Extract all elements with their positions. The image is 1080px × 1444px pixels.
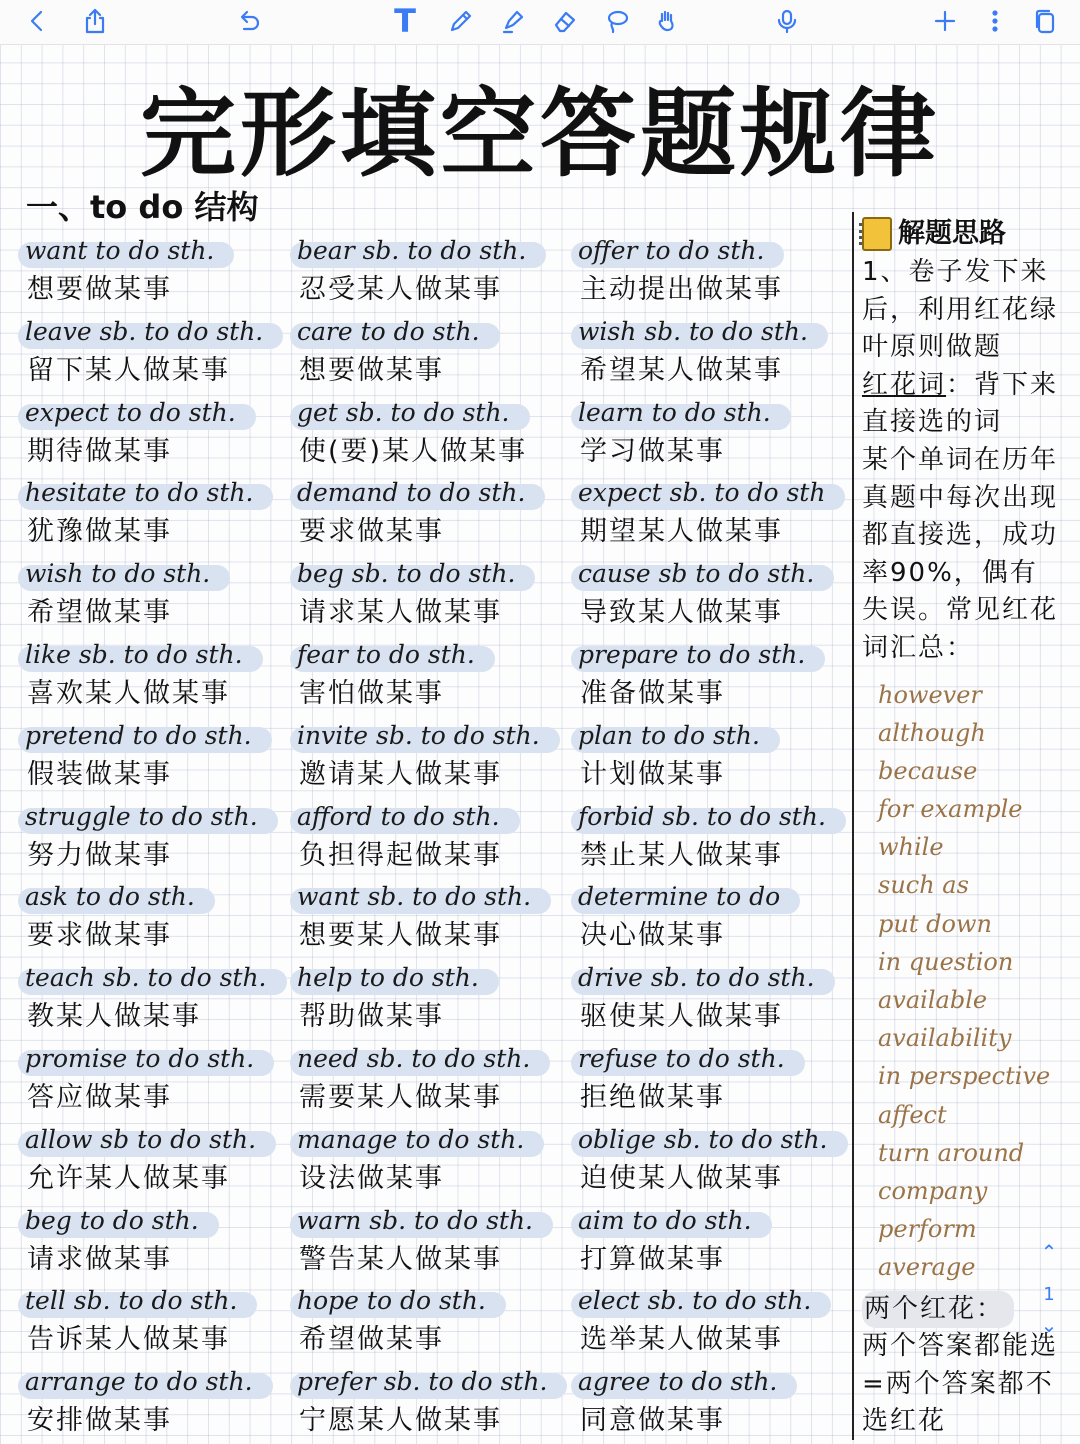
phrase-entry	[575, 394, 850, 472]
sidebar-line: 词汇总：	[862, 632, 975, 663]
phrase-entry	[294, 717, 569, 795]
phrase-english: determine to do	[575, 878, 786, 916]
vocab-item: because	[878, 756, 978, 785]
phrase-english: prefer sb. to do sth.	[294, 1363, 553, 1401]
vocab-item: affect	[878, 1100, 947, 1129]
phrase-chinese: 计划做某事	[580, 758, 725, 790]
phrase-english: allow sb to do sth.	[22, 1121, 262, 1159]
phrase-chinese: 想要做某事	[299, 354, 444, 386]
phrase-english: tell sb. to do sth.	[22, 1282, 243, 1320]
phrase-entry	[294, 1040, 569, 1118]
phrase-entry	[22, 717, 297, 795]
phrase-chinese: 希望做某事	[299, 1324, 444, 1356]
phrase-chinese: 导致某人做某事	[580, 597, 783, 629]
pages-icon[interactable]	[1028, 4, 1062, 38]
phrase-chinese: 警告某人做某事	[299, 1243, 502, 1275]
phrase-english: wish sb. to do sth.	[575, 313, 814, 351]
sidebar-explanation	[862, 404, 1074, 667]
sidebar-term-line	[862, 367, 1074, 405]
phrase-entry	[22, 232, 297, 310]
phrase-chinese: 宁愿某人做某事	[299, 1405, 502, 1437]
sidebar-footer-line: =两个答案都不	[862, 1368, 1054, 1399]
phrase-english: warn sb. to do sth.	[294, 1202, 539, 1240]
phrase-row	[22, 959, 852, 1040]
vocab-item: perform	[878, 1215, 977, 1244]
phrase-entry	[294, 798, 569, 876]
phrase-chinese: 驱使某人做某事	[580, 1001, 783, 1033]
phrase-english: care to do sth.	[294, 313, 486, 351]
phrase-chinese: 要求做某事	[299, 516, 444, 548]
phrase-english: struggle to do sth.	[22, 798, 264, 836]
phrase-chinese: 留下某人做某事	[27, 354, 230, 386]
phrase-entry	[294, 878, 569, 956]
phrase-entry	[22, 1363, 297, 1441]
phrase-english: teach sb. to do sth.	[22, 959, 273, 997]
phrase-english: want sb. to do sth.	[294, 878, 537, 916]
phrase-chinese: 需要某人做某事	[299, 1081, 502, 1113]
phrase-english: arrange to do sth.	[22, 1363, 259, 1401]
hand-icon[interactable]	[650, 4, 684, 38]
phrase-english: beg to do sth.	[22, 1202, 205, 1240]
phrase-chinese: 努力做某事	[27, 839, 172, 871]
page-scroll-control[interactable]	[1036, 1240, 1062, 1337]
lasso-icon[interactable]	[600, 4, 634, 38]
phrase-english: fear to do sth.	[294, 636, 481, 674]
sidebar-line: 直接选的词	[862, 407, 1003, 438]
phrase-english: ask to do sth.	[22, 878, 201, 916]
phrase-row	[22, 1282, 852, 1363]
phrase-chinese: 主动提出做某事	[580, 274, 783, 305]
phrase-english: forbid sb. to do sth.	[575, 798, 832, 836]
phrase-chinese: 想要做某事	[27, 274, 172, 305]
vocab-list	[862, 676, 1074, 1287]
phrase-entry	[575, 1282, 850, 1360]
phrase-english: expect to do sth.	[22, 394, 242, 432]
phrase-entry	[575, 232, 850, 310]
phrase-entry	[22, 474, 297, 552]
phrase-chinese: 教某人做某事	[27, 1001, 201, 1033]
vocab-item: although	[878, 718, 986, 747]
vocab-item: average	[878, 1253, 976, 1282]
phrase-english: demand to do sth.	[294, 474, 531, 512]
vocab-item: put down	[878, 909, 992, 938]
phrase-english: cause sb to do sth.	[575, 555, 820, 593]
phrase-english: refuse to do sth.	[575, 1040, 791, 1078]
phrase-english: hope to do sth.	[294, 1282, 492, 1320]
phrase-row	[22, 1121, 852, 1202]
phrase-chinese: 假装做某事	[27, 758, 172, 790]
phrase-row	[22, 555, 852, 636]
phrase-chinese: 使(要)某人做某事	[299, 435, 528, 467]
sidebar-term: 红花词	[862, 369, 947, 400]
phrase-english: get sb. to do sth.	[294, 394, 516, 432]
phrase-english: learn to do sth.	[575, 394, 777, 432]
phrase-english: aim to do sth.	[575, 1202, 758, 1240]
phrase-english: manage to do sth.	[294, 1121, 530, 1159]
phrase-chinese: 要求做某事	[27, 920, 172, 952]
phrase-entry	[294, 313, 569, 391]
phrase-chinese: 安排做某事	[27, 1405, 172, 1437]
phrase-english: help to do sth.	[294, 959, 485, 997]
phrase-row	[22, 878, 852, 959]
phrase-chinese: 学习做某事	[580, 435, 725, 467]
vocab-item: such as	[878, 871, 969, 900]
section-heading: 一、to do 结构	[26, 188, 259, 226]
highlighter-icon[interactable]	[496, 4, 530, 38]
phrase-entry	[22, 1040, 297, 1118]
undo-icon[interactable]	[232, 4, 266, 38]
phrase-chinese: 想要某人做某事	[299, 920, 502, 952]
phrase-entry	[294, 474, 569, 552]
toolbar	[0, 0, 1080, 45]
phrase-english: beg sb. to do sth.	[294, 555, 521, 593]
phrase-entry	[22, 878, 297, 956]
phrase-entry	[575, 717, 850, 795]
phrase-entry	[22, 555, 297, 633]
share-icon[interactable]	[78, 4, 112, 38]
phrase-english: want to do sth.	[22, 232, 220, 270]
phrase-english: promise to do sth.	[22, 1040, 260, 1078]
phrase-entry	[294, 959, 569, 1037]
phrase-english: prepare to do sth.	[575, 636, 811, 674]
phrase-entry	[294, 636, 569, 714]
phrase-entry	[575, 474, 850, 552]
phrase-chinese: 迫使某人做某事	[580, 1162, 783, 1194]
phrase-row	[22, 798, 852, 879]
phrase-chinese: 希望做某事	[27, 597, 172, 629]
phrase-chinese: 同意做某事	[580, 1405, 725, 1437]
phrase-entry	[575, 1363, 850, 1441]
sidebar-line: 1、卷子发下来	[862, 257, 1049, 287]
sidebar-footer-line: 选红花	[862, 1406, 947, 1437]
microphone-icon[interactable]	[770, 4, 804, 38]
sidebar-term-suffix: ：背下来	[946, 369, 1059, 400]
phrase-chinese: 准备做某事	[580, 677, 725, 709]
chevron-left-icon[interactable]	[20, 4, 54, 38]
phrase-english: need sb. to do sth.	[294, 1040, 536, 1078]
phrase-entry	[575, 798, 850, 876]
phrase-entry	[575, 1121, 850, 1199]
sidebar-footer-lines	[862, 1328, 1074, 1441]
phrase-chinese: 犹豫做某事	[27, 516, 172, 548]
phrase-entry	[575, 313, 850, 391]
phrase-english: like sb. to do sth.	[22, 636, 249, 674]
sidebar-line: 真题中每次出现	[862, 482, 1059, 513]
phrase-row	[22, 313, 852, 394]
phrase-chinese: 喜欢某人做某事	[27, 677, 230, 709]
phrase-english: offer to do sth.	[575, 232, 770, 270]
phrase-chinese: 请求某人做某事	[299, 597, 502, 629]
phrase-chinese: 打算做某事	[580, 1243, 725, 1275]
pen-icon[interactable]	[444, 4, 478, 38]
more-icon[interactable]	[978, 4, 1012, 38]
vocab-item: available	[878, 986, 988, 1015]
phrase-english: wish to do sth.	[22, 555, 216, 593]
sidebar-footer-line: 两个答案都能选	[862, 1331, 1059, 1362]
phrase-chinese: 邀请某人做某事	[299, 758, 502, 790]
phrase-chinese: 期待做某事	[27, 435, 172, 467]
vocab-item: availability	[878, 1024, 1012, 1053]
phrase-row	[22, 636, 852, 717]
sidebar-heading-text: 解题思路	[898, 218, 1006, 249]
phrase-entry	[22, 959, 297, 1037]
phrase-entry	[294, 555, 569, 633]
page-indicator: 1	[1043, 1284, 1055, 1305]
phrase-chinese: 害怕做某事	[299, 677, 444, 709]
chevron-down-icon[interactable]: ⌄	[1040, 1313, 1058, 1337]
phrase-entry	[575, 555, 850, 633]
phrase-entry	[22, 1121, 297, 1199]
vocab-item: in question	[878, 947, 1014, 976]
phrase-entry	[294, 232, 569, 310]
phrase-english: hesitate to do sth.	[22, 474, 259, 512]
phrase-english: oblige sb. to do sth.	[575, 1121, 834, 1159]
phrase-row	[22, 1040, 852, 1121]
phrase-entry	[294, 1363, 569, 1441]
sidebar-line: 某个单词在历年	[862, 444, 1059, 475]
phrase-row	[22, 394, 852, 475]
eraser-icon[interactable]	[548, 4, 582, 38]
column-divider	[852, 212, 854, 1440]
vocab-item: company	[878, 1176, 988, 1205]
phrase-chinese: 告诉某人做某事	[27, 1324, 230, 1356]
phrase-entry	[294, 1202, 569, 1280]
phrase-chinese: 禁止某人做某事	[580, 839, 783, 871]
phrase-entry	[22, 1202, 297, 1280]
phrase-entry	[575, 1202, 850, 1280]
phrase-entry	[22, 313, 297, 391]
phrase-entry	[575, 1040, 850, 1118]
sidebar-line: 率90%，偶有	[862, 557, 1038, 588]
vocab-item: for example	[878, 795, 1023, 824]
phrase-chinese: 负担得起做某事	[299, 839, 502, 871]
sidebar-footer-label: 两个红花：	[862, 1291, 1014, 1329]
phrase-entry	[575, 636, 850, 714]
page-title: 完形填空答题规律	[140, 78, 940, 190]
phrase-chinese: 请求做某事	[27, 1243, 172, 1275]
notebook-icon	[862, 217, 892, 251]
phrase-chinese: 希望某人做某事	[580, 354, 783, 386]
plus-icon[interactable]	[928, 4, 962, 38]
phrase-english: pretend to do sth.	[22, 717, 258, 755]
sidebar-heading	[862, 214, 1074, 254]
phrase-english: agree to do sth.	[575, 1363, 783, 1401]
phrase-entry	[22, 636, 297, 714]
phrase-row	[22, 1363, 852, 1444]
sidebar-line: 后，利用红花绿	[862, 294, 1059, 325]
phrase-row	[22, 474, 852, 555]
phrase-row	[22, 1202, 852, 1283]
phrase-entry	[575, 959, 850, 1037]
phrase-entry	[22, 394, 297, 472]
phrase-english: afford to do sth.	[294, 798, 506, 836]
vocab-item: turn around	[878, 1138, 1025, 1167]
phrase-row	[22, 717, 852, 798]
sidebar-intro	[862, 254, 1074, 367]
phrase-english: leave sb. to do sth.	[22, 313, 269, 351]
vocab-item: however	[878, 680, 982, 709]
phrase-entry	[294, 1121, 569, 1199]
phrase-english: plan to do sth.	[575, 717, 766, 755]
sidebar-line: 叶原则做题	[862, 332, 1003, 363]
phrase-entry	[22, 1282, 297, 1360]
phrase-chinese: 设法做某事	[299, 1162, 444, 1194]
phrase-chinese: 答应做某事	[27, 1081, 172, 1113]
phrase-english: bear sb. to do sth.	[294, 232, 532, 270]
vocab-item: while	[878, 833, 944, 862]
phrase-grid	[22, 232, 852, 1444]
phrase-entry	[294, 394, 569, 472]
phrase-entry	[294, 1282, 569, 1360]
phrase-row	[22, 232, 852, 313]
phrase-chinese: 选举某人做某事	[580, 1324, 783, 1356]
vocab-item: in perspective	[878, 1062, 1051, 1091]
sidebar-line: 都直接选，成功	[862, 520, 1059, 551]
phrase-chinese: 允许某人做某事	[27, 1162, 230, 1194]
phrase-chinese: 期望某人做某事	[580, 516, 783, 548]
text-tool-icon[interactable]: T	[394, 2, 416, 40]
phrase-english: drive sb. to do sth.	[575, 959, 821, 997]
phrase-entry	[575, 878, 850, 956]
phrase-chinese: 决心做某事	[580, 920, 725, 952]
phrase-english: invite sb. to do sth.	[294, 717, 546, 755]
phrase-chinese: 忍受某人做某事	[299, 274, 502, 305]
phrase-chinese: 帮助做某事	[299, 1001, 444, 1033]
phrase-entry	[22, 798, 297, 876]
phrase-english: expect sb. to do sth	[575, 474, 831, 512]
phrase-english: elect sb. to do sth.	[575, 1282, 817, 1320]
phrase-chinese: 拒绝做某事	[580, 1081, 725, 1113]
chevron-up-icon[interactable]: ⌃	[1040, 1240, 1058, 1264]
sidebar-line: 失误。常见红花	[862, 595, 1059, 626]
